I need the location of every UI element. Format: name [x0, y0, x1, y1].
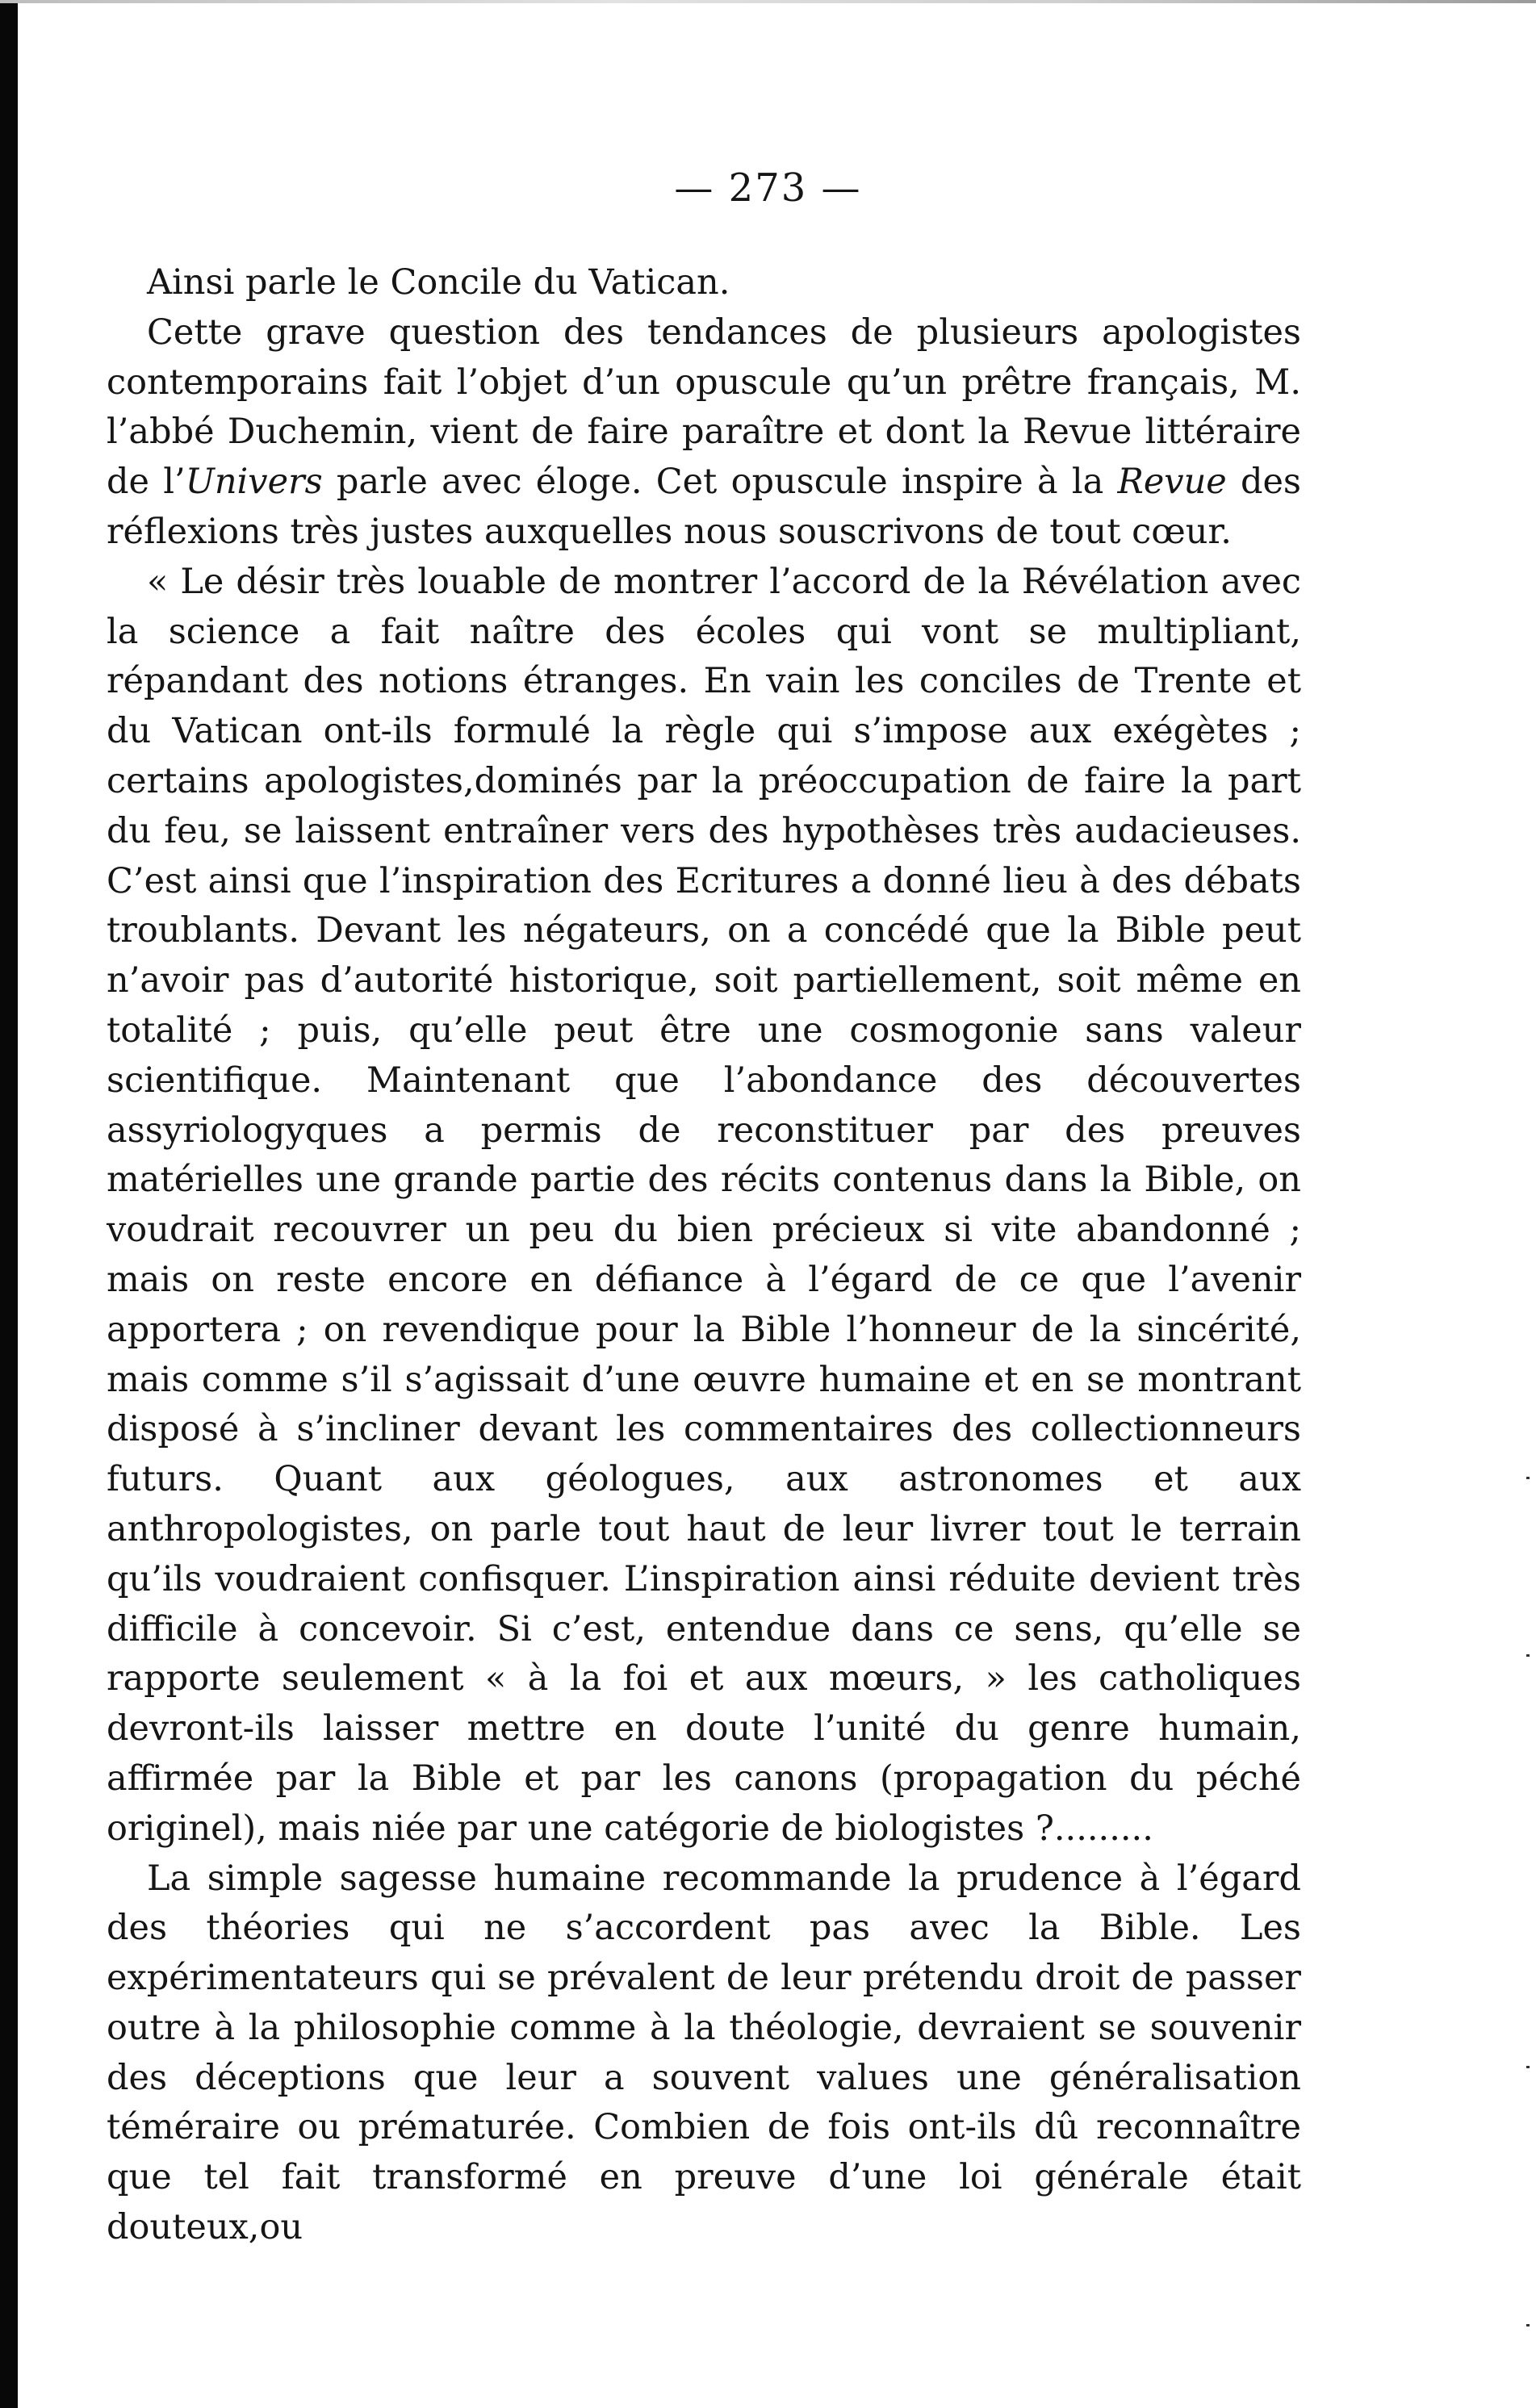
text-run: La simple sagesse humaine recommande la prudence à l’égard des théories qui ne s’accordent pas avec la Bible. Les expérimentateurs qui se prévalent de leur prétendu droit de passer outre à la philosophie comme à la théologie, devraient se souvenir des déceptions que leur a souvent values une généralisation téméraire ou prématurée. Combien de fois ont-ils dû reconnaître que tel fait transformé en preuve d’une loi générale était douteux,ou	[107, 1858, 1301, 2248]
text-run: Cette grave question des tendances de plusieurs apologistes contemporains fait l’objet d’un opuscule qu’un prêtre français, M. l’abbé Duchemin, vient de faire paraître et dont la Revue littéraire de l’	[107, 311, 1301, 503]
paragraph	[107, 558, 1301, 1854]
text-run: parle avec éloge. Cet opuscule inspire à la	[322, 462, 1118, 503]
text-run: des réflexions très justes auxquelles nous souscrivons de tout cœur.	[107, 462, 1302, 552]
scan-left-edge	[0, 0, 18, 2408]
page-number: — 273 —	[674, 165, 862, 211]
italic-title: Revue	[1117, 462, 1227, 503]
italic-title: Univers	[185, 462, 323, 503]
page-body-text	[107, 258, 1301, 2253]
paragraph	[107, 258, 1301, 308]
paragraph	[107, 1854, 1301, 2253]
scan-speck	[1526, 2324, 1530, 2326]
text-run: Ainsi parle le Concile du Vatican.	[147, 262, 730, 303]
scan-speck	[1526, 2066, 1530, 2068]
scan-speck	[1526, 1477, 1530, 1479]
scan-speck	[1526, 1654, 1530, 1657]
paragraph	[107, 308, 1301, 558]
scan-top-edge	[0, 0, 1536, 3]
text-run: « Le désir très louable de montrer l’accord de la Révélation avec la science a fait naître des écoles qui vont se multipliant, répandant des notions étranges. En vain les conciles de Trente et du Vatican ont-ils formulé la règle qui s’impose aux exégètes ; certains apologistes,dominés par la préoccupation de faire la part du feu, se laissent entraîner vers des hypothèses très audacieuses. C’est ainsi que l’inspiration des Ecritures a donné lieu à des débats troublants. Devant les négateurs, on a concédé que la Bible peut n’avoir pas d’autorité historique, soit partiellement, soit même en totalité ; puis, qu’elle peut être une cosmogonie sans valeur scientifique. Maintenant que l’abondance des découvertes assyriologyques a permis de reconstituer par des preuves matérielles une grande partie des récits contenus dans la Bible, on voudrait recouvrer un peu du bien précieux si vite abandonné ; mais on reste encore en défiance à l’égard de ce que l’avenir apportera ; on revendique pour la Bible l’honneur de la sincérité, mais comme s’il s’agissait d’une œuvre humaine et en se montrant disposé à s’incliner devant les commentaires des collectionneurs futurs. Quant aux géologues, aux astronomes et aux anthropologistes, on parle tout haut de leur livrer tout le terrain qu’ils voudraient confisquer. L’inspiration ainsi réduite devient très difficile à concevoir. Si c’est, entendue dans ce sens, qu’elle se rapporte seulement « à la foi et aux mœurs, » les catholiques devront-ils laisser mettre en doute l’unité du genre humain, affirmée par la Bible et par les canons (propagation du péché originel), mais niée par une catégorie de biologistes ?.........	[107, 561, 1301, 1849]
